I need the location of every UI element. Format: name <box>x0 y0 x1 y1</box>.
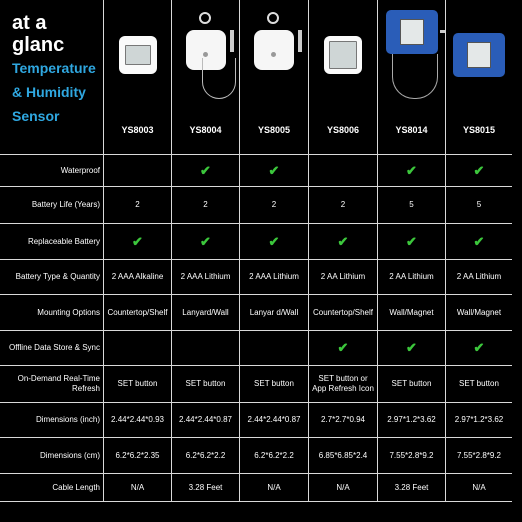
table-cell: 2 AAA Alkaline <box>104 260 172 295</box>
table-cell: 2.44*2.44*0.87 <box>240 403 309 438</box>
table-cell: 2 <box>172 187 240 224</box>
product-name: YS8014 <box>395 125 428 135</box>
table-cell: SET button <box>378 366 446 403</box>
table-cell: 2.44*2.44*0.87 <box>172 403 240 438</box>
product-header-ys8014 <box>378 0 446 155</box>
product-name: YS8003 <box>121 125 154 135</box>
table-cell: 2 AA Lithium <box>378 260 446 295</box>
table-cell: 3.28 Feet <box>172 474 240 502</box>
check-icon: ✔ <box>309 224 378 260</box>
table-cell: 2.44*2.44*0.93 <box>104 403 172 438</box>
table-cell: SET button <box>240 366 309 403</box>
title-line-5: Sensor <box>12 108 60 124</box>
table-cell: Lanyard/Wall <box>172 295 240 331</box>
table-cell: 5 <box>378 187 446 224</box>
table-cell <box>309 155 378 187</box>
table-cell: 7.55*2.8*9.2 <box>446 438 512 474</box>
table-cell: 6.2*6.2*2.2 <box>240 438 309 474</box>
check-icon: ✔ <box>240 155 309 187</box>
table-cell: Lanyar d/Wall <box>240 295 309 331</box>
table-cell: 2.7*2.7*0.94 <box>309 403 378 438</box>
table-cell: 6.85*6.85*2.4 <box>309 438 378 474</box>
table-cell: Wall/Magnet <box>446 295 512 331</box>
product-image-ys8015 <box>448 0 510 110</box>
table-cell: 2 <box>309 187 378 224</box>
table-cell: N/A <box>309 474 378 502</box>
check-icon: ✔ <box>309 331 378 366</box>
title-line-3: Temperature <box>12 60 96 76</box>
table-cell: 2 AAA Lithium <box>240 260 309 295</box>
product-header-ys8006 <box>309 0 378 155</box>
check-icon: ✔ <box>378 331 446 366</box>
table-cell: Countertop/Shelf <box>104 295 172 331</box>
table-cell: N/A <box>240 474 309 502</box>
table-cell: 2 <box>104 187 172 224</box>
product-image-ys8004 <box>174 0 237 110</box>
product-name: YS8004 <box>189 125 222 135</box>
check-icon: ✔ <box>446 155 512 187</box>
table-cell: 2.97*1.2*3.62 <box>378 403 446 438</box>
row-label: Waterproof <box>0 155 104 187</box>
row-label: Replaceable Battery <box>0 224 104 260</box>
table-title <box>0 0 104 155</box>
product-name: YS8006 <box>326 125 360 135</box>
table-cell: Wall/Magnet <box>378 295 446 331</box>
row-label: Offline Data Store & Sync <box>0 331 104 366</box>
product-image-ys8003 <box>106 0 169 110</box>
product-image-ys8014 <box>380 0 443 110</box>
check-icon: ✔ <box>378 155 446 187</box>
product-image-ys8006 <box>311 0 375 110</box>
check-icon: ✔ <box>172 155 240 187</box>
table-cell: 6.2*6.2*2.35 <box>104 438 172 474</box>
table-cell <box>172 331 240 366</box>
table-cell: 6.2*6.2*2.2 <box>172 438 240 474</box>
table-cell <box>104 331 172 366</box>
table-cell: SET button or App Refresh Icon <box>309 366 378 403</box>
table-cell: 3.28 Feet <box>378 474 446 502</box>
table-cell <box>104 155 172 187</box>
product-name: YS8005 <box>257 125 291 135</box>
row-label: On-Demand Real-Time Refresh <box>0 366 104 403</box>
check-icon: ✔ <box>378 224 446 260</box>
check-icon: ✔ <box>172 224 240 260</box>
table-cell: 2 AA Lithium <box>309 260 378 295</box>
row-label: Battery Life (Years) <box>0 187 104 224</box>
check-icon: ✔ <box>104 224 172 260</box>
table-cell: 5 <box>446 187 512 224</box>
product-header-ys8015 <box>446 0 512 155</box>
check-icon: ✔ <box>240 224 309 260</box>
table-cell: N/A <box>446 474 512 502</box>
table-cell: SET button <box>172 366 240 403</box>
row-label: Dimensions (inch) <box>0 403 104 438</box>
table-cell: 7.55*2.8*9.2 <box>378 438 446 474</box>
table-cell: 2 AA Lithium <box>446 260 512 295</box>
title-line-1: at a <box>12 12 47 34</box>
title-line-2: glanc <box>12 34 65 56</box>
row-label: Dimensions (cm) <box>0 438 104 474</box>
row-label: Cable Length <box>0 474 104 502</box>
table-cell: N/A <box>104 474 172 502</box>
product-image-ys8005 <box>242 0 306 110</box>
check-icon: ✔ <box>446 331 512 366</box>
product-header-ys8003 <box>104 0 172 155</box>
table-cell: Countertop/Shelf <box>309 295 378 331</box>
row-label: Battery Type & Quantity <box>0 260 104 295</box>
table-cell: SET button <box>104 366 172 403</box>
product-name: YS8015 <box>462 125 496 135</box>
table-cell: SET button <box>446 366 512 403</box>
table-cell: 2 AAA Lithium <box>172 260 240 295</box>
product-header-ys8004 <box>172 0 240 155</box>
row-label: Mounting Options <box>0 295 104 331</box>
table-cell: 2 <box>240 187 309 224</box>
product-header-ys8005 <box>240 0 309 155</box>
title-line-4: & Humidity <box>12 84 86 100</box>
table-cell: 2.97*1.2*3.62 <box>446 403 512 438</box>
table-cell <box>240 331 309 366</box>
check-icon: ✔ <box>446 224 512 260</box>
